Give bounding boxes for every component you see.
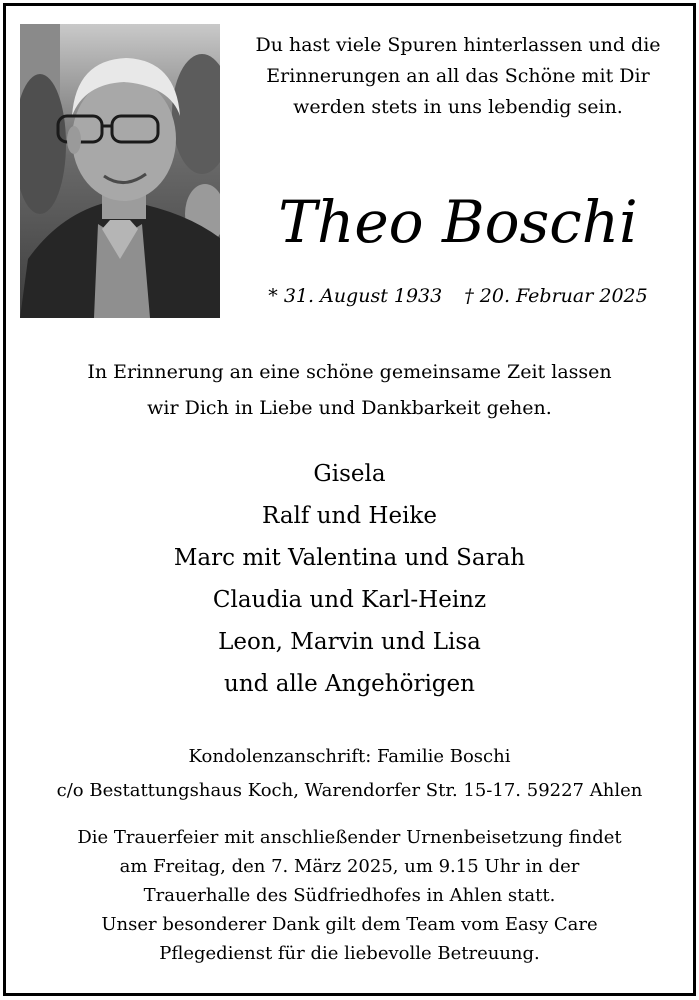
birth-date: * 31. August 1933: [268, 285, 443, 307]
life-dates: [238, 281, 678, 311]
service-line: Pflegedienst für die liebevolle Betreuung.: [159, 943, 540, 964]
service-line: Die Trauerfeier mit anschließender Urnenbeisetzung findet: [77, 827, 622, 848]
family-line: Marc mit Valentina und Sarah: [173, 545, 526, 571]
family-line: Ralf und Heike: [262, 503, 437, 529]
portrait-icon: [20, 24, 220, 318]
deceased-name: Theo Boschi: [278, 188, 638, 256]
service-line: am Freitag, den 7. März 2025, um 9.15 Uhr in der: [119, 856, 580, 877]
memory-text: [20, 354, 679, 426]
address-line: Kondolenzanschrift: Familie Boschi: [188, 746, 511, 767]
service-line: Trauerhalle des Südfriedhofes in Ahlen statt.: [143, 885, 556, 906]
condolence-address: [10, 740, 689, 808]
address-line: c/o Bestattungshaus Koch, Warendorfer Str. 15-17. 59227 Ahlen: [56, 780, 643, 801]
family-line: Claudia und Karl-Heinz: [212, 587, 487, 613]
service-info: [10, 823, 689, 968]
memory-line: wir Dich in Liebe und Dankbarkeit gehen.: [147, 397, 552, 419]
family-list: [20, 453, 679, 705]
family-line: Leon, Marvin und Lisa: [218, 629, 481, 655]
family-line: und alle Angehörigen: [224, 671, 475, 697]
motto-line: Du hast viele Spuren hinterlassen und die: [255, 34, 661, 56]
motto-line: Erinnerungen an all das Schöne mit Dir: [266, 65, 650, 87]
motto-line: werden stets in uns lebendig sein.: [293, 96, 623, 118]
death-date: † 20. Februar 2025: [464, 285, 648, 307]
portrait-photo: [20, 24, 220, 318]
family-line: Gisela: [313, 461, 386, 487]
motto: [238, 30, 678, 123]
memory-line: In Erinnerung an eine schöne gemeinsame Zeit lassen: [87, 361, 612, 383]
service-line: Unser besonderer Dank gilt dem Team vom Easy Care: [101, 914, 598, 935]
